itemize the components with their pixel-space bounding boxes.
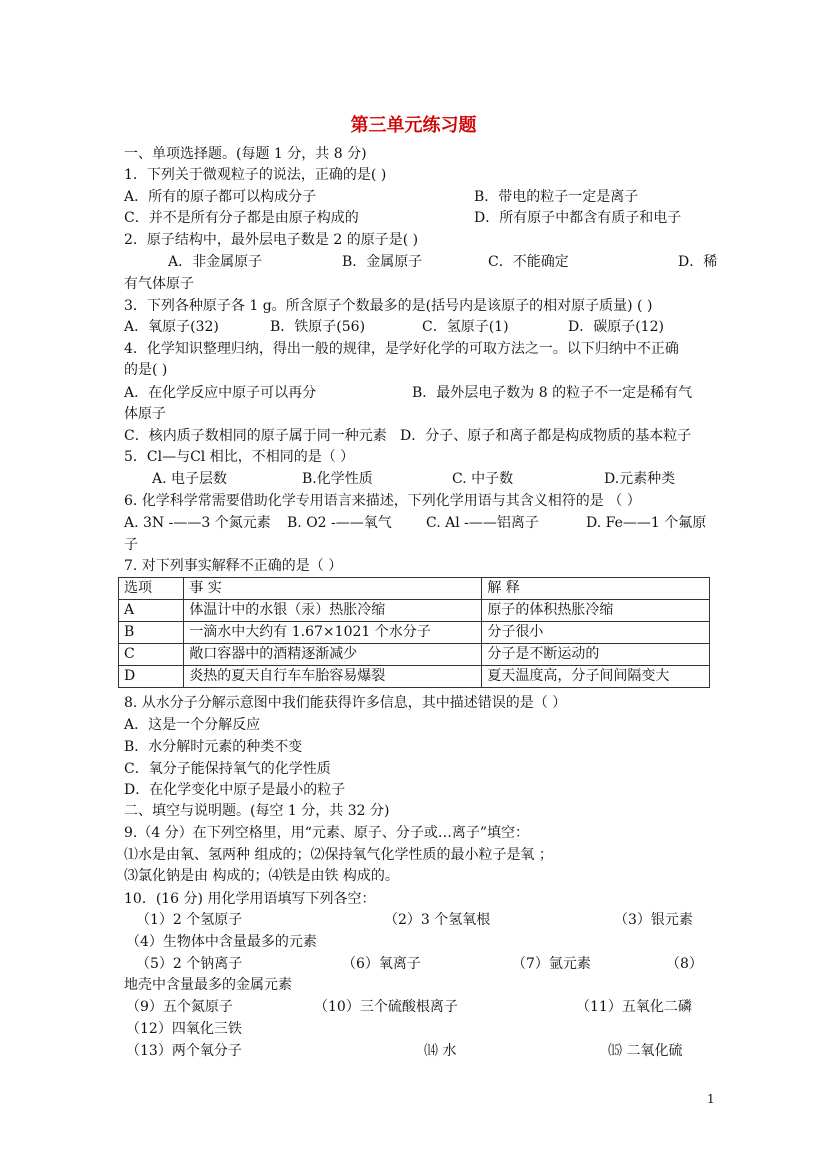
q7-table [118,577,710,688]
q6-option-c: C. Al -——铝离子 [426,515,539,531]
q2-option-b: B．金属原子 [342,254,423,270]
q4-option-a: A．在化学反应中原子可以再分 [124,385,317,401]
q5-option-c: C. 中子数 [452,471,514,487]
table-cell: A [119,600,184,622]
q5-option-a: A. 电子层数 [152,471,228,487]
q1-option-b: B．带电的粒子一定是离子 [474,189,639,205]
q10-item-10: （10）三个硫酸根离子 [314,999,458,1015]
section-header-fill: 二、填空与说明题。(每空 1 分，共 32 分) [124,803,390,819]
q8-option-d: D．在化学变化中原子是最小的粒子 [124,782,346,798]
q10-item-5: （5）2 个钠离子 [136,956,243,972]
q10-item-15: ⒂ 二氧化硫 [608,1043,683,1059]
q8-option-b: B．水分解时元素的种类不变 [124,739,303,755]
q9-line1: ⑴水是由氧、氢两种 组成的；⑵保持氧气化学性质的最小粒子是氧 ； [124,847,553,863]
q10-stem: 10．(16 分) 用化学用语填写下列各空： [124,891,376,907]
q10-item-11: （11）五氧化二磷 [576,999,692,1015]
q9-line2: ⑶氯化钠是由 构成的；⑷铁是由铁 构成的。 [124,868,399,884]
q10-item-7: （7）氩元素 [512,956,591,972]
q8-option-c: C．氧分子能保持氧气的化学性质 [124,761,331,777]
q4-option-c: C．核内质子数相同的原子属于同一种元素 [124,428,387,444]
table-header-cell: 选项 [119,578,184,600]
q6-option-d: D. Fe——1 个氟原 [586,515,707,531]
q4-option-b-cont: 体原子 [124,406,166,422]
table-cell: 原子的体积热胀冷缩 [482,600,710,622]
q3-option-b: B．铁原子(56) [270,319,366,335]
q5-option-b: B.化学性质 [302,471,373,487]
table-cell: 体温计中的水银（汞）热胀冷缩 [184,600,482,622]
table-cell: 敞口容器中的酒精逐渐减少 [184,644,482,666]
q10-item-8: （8） [666,956,703,972]
q6-option-a: A. 3N -——3 个氮元素 [124,515,271,531]
q3-option-a: A．氧原子(32) [124,319,219,335]
q1-option-a: A．所有的原子都可以构成分子 [124,189,317,205]
q10-item-6: （6）氧离子 [342,956,421,972]
page-number: 1 [707,1092,715,1106]
page-title: 第三单元练习题 [350,115,477,136]
q10-item-13: （13）两个氧分子 [126,1043,242,1059]
table-row [119,666,710,688]
table-cell: 分子很小 [482,622,710,644]
q8-option-a: A．这是一个分解反应 [124,717,261,733]
q2-option-d-cont: 有气体原子 [124,276,194,292]
q4-option-d: D．分子、原子和离子都是构成物质的基本粒子 [400,428,692,444]
table-row [119,622,710,644]
table-header-row [119,578,710,600]
table-row [119,600,710,622]
q10-item-12: （12）四氧化三铁 [126,1021,242,1037]
q10-item-9: （9）五个氮原子 [126,999,233,1015]
q5-option-d: D.元素种类 [604,471,676,487]
q10-item-2: （2）3 个氢氧根 [384,912,491,928]
q1-stem: 1．下列关于微观粒子的说法，正确的是( ) [124,167,387,183]
table-cell: 分子是不断运动的 [482,644,710,666]
q2-option-a: A．非金属原子 [168,254,263,270]
table-row [119,644,710,666]
q10-item-8-cont: 地壳中含量最多的金属元素 [124,977,292,993]
q9-stem: 9.（4 分）在下列空格里，用“元素、原子、分子或…离子”填空： [124,825,530,841]
q10-item-4: （4）生物体中含量最多的元素 [126,934,317,950]
q10-item-3: （3）银元素 [614,912,693,928]
q3-option-d: D．碳原子(12) [568,319,664,335]
q4-stem: 4．化学知识整理归纳，得出一般的规律，是学好化学的可取方法之一。以下归纳中不正确 [124,341,679,357]
q1-option-d: D．所有原子中都含有质子和电子 [474,210,682,226]
table-cell: 炎热的夏天自行车车胎容易爆裂 [184,666,482,688]
q10-item-1: （1）2 个氢原子 [136,912,243,928]
q4-option-b: B．最外层电子数为 8 的粒子不一定是稀有气 [412,385,693,401]
q2-stem-text: 2．原子结构中，最外层电子数是 2 的原子是( ) [124,232,419,248]
table-cell: 夏天温度高，分子间间隔变大 [482,666,710,688]
q3-option-c: C．氢原子(1) [422,319,509,335]
table-header-cell: 解 释 [482,578,710,600]
q8-stem: 8. 从水分子分解示意图中我们能获得许多信息，其中描述错误的是（ ） [124,695,567,711]
q7-stem: 7. 对下列事实解释不正确的是（ ） [124,558,343,574]
q10-item-14: ⒁ 水 [424,1043,457,1059]
table-header-cell: 事 实 [184,578,482,600]
q3-stem: 3．下列各种原子各 1 g。所含原子个数最多的是(括号内是该原子的相对原子质量) ( ) [124,298,653,314]
q6-option-b: B. O2 -——氧气 [287,515,392,531]
section-header-choice: 一、单项选择题。(每题 1 分，共 8 分) [124,146,367,162]
q1-option-c: C．并不是所有分子都是由原子构成的 [124,210,359,226]
q4-stem-cont: 的是( ) [124,362,168,378]
q6-stem: 6. 化学科学常需要借助化学专用语言来描述，下列化学用语与其含义相符的是 （ ） [124,493,641,509]
q2-option-d: D．稀 [678,254,718,270]
q2-option-c: C．不能确定 [488,254,569,270]
table-cell: C [119,644,184,666]
q5-stem: 5．Cl—与Cl 相比，不相同的是（ ） [124,449,355,465]
table-cell: 一滴水中大约有 1.67×1021 个水分子 [184,622,482,644]
q6-option-d-cont: 子 [124,537,138,553]
table-cell: B [119,622,184,644]
table-cell: D [119,666,184,688]
